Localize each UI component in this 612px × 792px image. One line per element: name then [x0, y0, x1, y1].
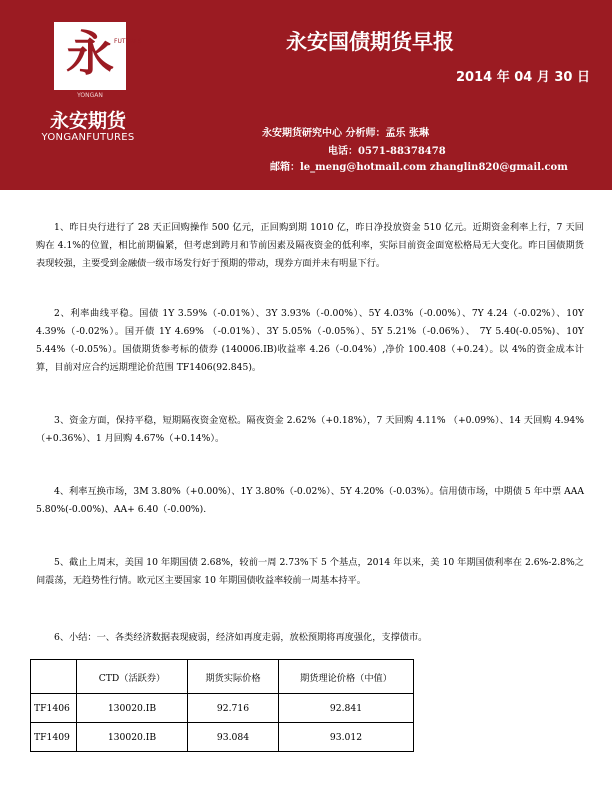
report-date: 2014 年 04 月 30 日: [456, 70, 590, 85]
table-header-cell: 期货实际价格: [188, 660, 279, 694]
paragraph-1: 1、昨日央行进行了 28 天正回购操作 500 亿元，正回购到期 1010 亿，昨日净投放资金 510 亿元。近期资金利率上行，7 天回购在 4.1%的位置，相比前期偏紧，但考虑到跨月和节前因素及隔夜资金的低利率，实际目前资金面宽松格局无大变化。昨日国债期货表现较强，主要受到金融债一级市场发行好于预期的带动，现券方面并未有明显下行。: [36, 222, 584, 270]
table-row: [31, 723, 414, 752]
company-logo: [28, 10, 148, 165]
table-header-cell: 期货理论价格（中值）: [279, 660, 414, 694]
table-cell: 93.084: [188, 723, 279, 752]
report-title: 永安国债期货早报: [286, 30, 454, 54]
paragraph-5: 5、截止上周末，美国 10 年期国债 2.68%，较前一周 2.73%下 5 个基点，2014 年以来，美 10 年期国债利率在 2.6%-2.8%之间震荡，无趋势性行情。欧元区主要国家 10 年期国债收益率较前一周基本持平。: [36, 557, 584, 587]
table-cell: 93.012: [279, 723, 414, 752]
table-cell: 92.841: [279, 694, 414, 723]
paragraph-2: 2、利率曲线平稳。国债 1Y 3.59%（-0.01%）、3Y 3.93%（-0.00%）、5Y 4.03%（-0.00%）、7Y 4.24（-0.02%）、10Y 4.39%（-0.02%）。国开债 1Y 4.69% （-0.01%）、3Y 5.05%（-0.05%）、5Y 5.21%（-0.06%）、 7Y 5.40(-0.05%)、10Y 5.44%（-0.05%）。国债期货参考标的债券 (140006.IB)收益率 4.26（-0.04%）,净价 100.408（+0.24）。以 4%的资金成本计算，目前对应合约远期理论价范围 TF1406(92.845)。: [36, 308, 584, 374]
table-row: [31, 694, 414, 723]
logo-yongan-text: YONGAN: [77, 92, 103, 99]
table-cell: 130020.IB: [77, 723, 188, 752]
table-cell: TF1406: [31, 694, 77, 723]
paragraph-3: 3、资金方面，保持平稳，短期隔夜资金宽松。隔夜资金 2.62%（+0.18%），7 天回购 4.11% （+0.09%）、14 天回购 4.94%（+0.36%）、1 月回购 4.67%（+0.14%）。: [36, 415, 584, 445]
logo-company-name-en: YONGANFUTURES: [41, 132, 135, 143]
report-header: [0, 0, 612, 190]
logo-glyph: 永: [65, 26, 114, 82]
table-cell: TF1409: [31, 723, 77, 752]
table-header-row: [31, 660, 414, 694]
logo-company-name-cn: 永安期货: [49, 110, 126, 132]
phone-line: 电话：0571-88378478: [328, 146, 446, 157]
futures-price-table: [30, 659, 414, 752]
table-cell: 130020.IB: [77, 694, 188, 723]
analyst-line: 永安期货研究中心 分析师：孟乐 张琳: [262, 128, 429, 139]
paragraph-4: 4、利率互换市场，3M 3.80%（+0.00%）、1Y 3.80%（-0.02%）、5Y 4.20%（-0.03%）。信用债市场，中期债 5 年中票 AAA 5.80%(-0.00%)、AA+ 6.40（-0.00%).: [36, 486, 584, 516]
paragraph-6: 6、小结：一、各类经济数据表现疲弱，经济如再度走弱，放松预期将再度强化，支撑债市。: [54, 632, 428, 644]
table-cell: 92.716: [188, 694, 279, 723]
logo-futures-text: FUTURES: [114, 38, 142, 45]
logo-emblem: [54, 22, 142, 90]
table-header-cell: CTD（活跃券）: [77, 660, 188, 694]
table-header-cell: [31, 660, 77, 694]
email-line: 邮箱：le_meng@hotmail.com zhanglin820@gmail.com: [270, 162, 568, 173]
